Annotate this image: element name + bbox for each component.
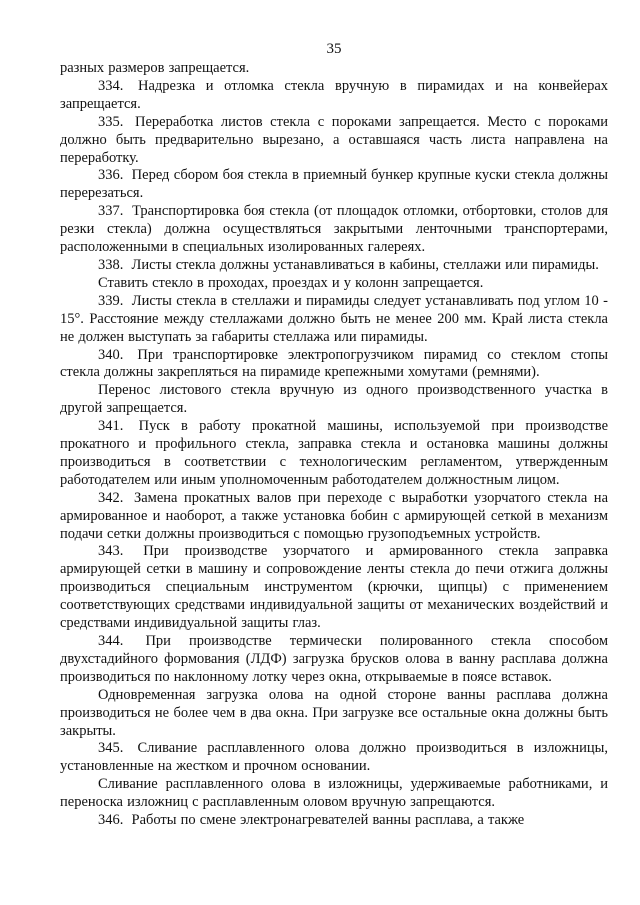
clause-number: 345. (98, 740, 124, 757)
paragraph-text: Листы стекла должны устанавливаться в кабины, стеллажи или пирамиды. (131, 256, 599, 273)
paragraph (60, 114, 608, 168)
clause-number: 335. (98, 113, 124, 130)
paragraph (60, 60, 608, 78)
paragraph (60, 687, 608, 741)
paragraph (60, 167, 608, 203)
paragraph-text: Работы по смене электронагревателей ванны расплава, а также (131, 812, 525, 829)
paragraph-text: Ставить стекло в проходах, проездах и у колонн запрещается. (98, 274, 484, 291)
paragraph-text: Сливание расплавленного олова должно производиться в изложницы, установленные на жестком и прочном основании. (60, 740, 608, 775)
paragraph (60, 275, 608, 293)
clause-number: 341. (98, 418, 124, 435)
paragraph-text: разных размеров запрещается. (60, 60, 250, 76)
document-page (60, 0, 608, 905)
paragraph (60, 812, 608, 830)
paragraph-text: Листы стекла в стеллажи и пирамиды следует устанавливать под углом 10 - 15°. Расстояние между стеллажами должно быть не менее 200 мм. Край листа стекла не должен выступать за габариты стеллажа или пирамиды. (60, 292, 608, 345)
paragraph-text: Надрезка и отломка стекла вручную в пирамидах и на конвейерах запрещается. (60, 77, 608, 112)
paragraph (60, 776, 608, 812)
paragraph-text: При транспортировке электропогрузчиком пирамид со стеклом стопы стекла должны закрепляться на пирамиде крепежными хомутами (ремнями). (60, 346, 608, 381)
paragraph-text: При производстве узорчатого и армированного стекла заправка армирующей сетки в машину и сопровождение ленты стекла до печи отжига должны производиться специальным инструментом (крючки, щипцы) с применением соответствующих средствами индивидуальной защиты от механических воздействий и средствами индивидуальной защиты глаз. (60, 543, 608, 632)
paragraph (60, 78, 608, 114)
clause-number: 337. (98, 203, 124, 220)
paragraph-text: Сливание расплавленного олова в изложницы, удерживаемые работниками, и переноска изложниц с расплавленным оловом вручную запрещаются. (60, 776, 608, 811)
clause-number: 338. (98, 256, 124, 273)
clause-number: 339. (98, 292, 124, 309)
paragraph-text: Переработка листов стекла с пороками запрещается. Место с пороками должно быть предварительно вырезано, а оставшаяся часть листа направлена на переработку. (60, 113, 608, 166)
paragraph-text: Одновременная загрузка олова на одной стороне ванны расплава должна производиться не более чем в два окна. При загрузке все остальные окна должны быть закрыты. (60, 686, 608, 739)
clause-number: 343. (98, 543, 124, 560)
paragraph (60, 293, 608, 347)
paragraph (60, 418, 608, 490)
paragraph (60, 347, 608, 383)
clause-number: 334. (98, 77, 124, 94)
paragraph (60, 490, 608, 544)
paragraph (60, 740, 608, 776)
paragraph (60, 633, 608, 687)
document-body (60, 60, 608, 830)
paragraph-text: Перед сбором боя стекла в приемный бункер крупные куски стекла должны перерезаться. (60, 167, 608, 202)
paragraph-text: При производстве термически полированного стекла способом двухстадийного формования (ЛДФ) загрузка брусков олова в ванну расплава должна производиться по наклонному лотку через окна, открываемые в поясе вставок. (60, 633, 608, 685)
clause-number: 340. (98, 346, 124, 363)
paragraph (60, 257, 608, 275)
paragraph-text: Транспортировка боя стекла (от площадок отломки, отбортовки, столов для резки стекла) должна осуществляться закрытыми ленточными транспортерами, расположенными в специальных изолированных галереях. (60, 203, 608, 256)
clause-number: 344. (98, 633, 124, 649)
clause-number: 342. (98, 489, 124, 506)
paragraph-text: Пуск в работу прокатной машины, используемой при производстве прокатного и профильного стекла, заправка стекла и остановка машины должны производиться в соответствии с технологическим регламентом, утвержденным работодателем или иным уполномоченным работодателем должностным лицом. (60, 418, 609, 488)
paragraph (60, 382, 608, 418)
clause-number: 346. (98, 812, 124, 829)
paragraph (60, 203, 608, 257)
paragraph (60, 543, 608, 633)
paragraph-text: Перенос листового стекла вручную из одного производственного участка в другой запрещается. (60, 382, 608, 417)
page-number: 35 (326, 41, 342, 57)
clause-number: 336. (98, 167, 124, 184)
paragraph-text: Замена прокатных валов при переходе с выработки узорчатого стекла на армированное и наоборот, а также установка бобин с армирующей сеткой в механизм подачи сетки должны производиться с помощью грузоподъемных устройств. (60, 489, 609, 542)
